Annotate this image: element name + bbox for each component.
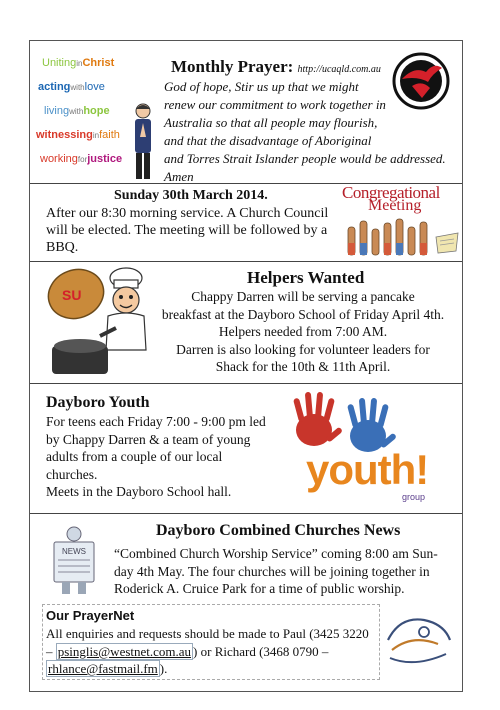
newspaper-reader-icon <box>48 526 100 596</box>
youth-title: Dayboro Youth <box>46 394 150 411</box>
prayernet-text: All enquiries and requests should be made to Paul (3425 3220 – psinglis@westnet.com.au ) or Richard (3468 0790 – rhlance@fastmail.fm ). <box>46 626 369 676</box>
praying-hands-icon <box>380 610 456 670</box>
prayernet-section <box>30 604 462 690</box>
youth-text: For teens each Friday 7:00 - 9:00 pm led by Chappy Darren & a team of young adults from a couple of our local churches. Meets in the Dayboro School hall. <box>46 414 266 499</box>
youth-group-logo <box>284 386 456 508</box>
congregational-meeting-graphic: Congregational Meeting <box>342 183 460 257</box>
helpers-text: Chappy Darren will be serving a pancake breakfast at the Dayboro School of Friday April 4th. Helpers needed from 7:00 AM. Darren is also looking for volunteer leaders for Shack for the 10th & 11th April. <box>161 289 445 374</box>
helpers-title: Helpers Wanted <box>247 268 365 287</box>
helpers-section <box>30 262 462 382</box>
chef-pancake-icon <box>42 266 150 378</box>
newsletter-page <box>29 40 463 692</box>
meeting-title: Sunday 30th March 2014. <box>114 188 268 203</box>
prayer-section <box>30 41 462 183</box>
prayer-text: God of hope, Stir us up that we might renew our commitment to work together in Australia so that all people may flourish, and that the disadvantage of Aboriginal and Torres Strait Islander people would be addressed. Amen <box>164 79 446 184</box>
prayer-title: Monthly Prayer: <box>171 57 294 76</box>
prayernet-title: Our PrayerNet <box>46 608 135 623</box>
news-text: “Combined Church Worship Service” coming 8:00 am Sun- day 4th May. The four churches will be joining together in Roderick A. Cruice Park for a time of public worship. <box>114 546 438 596</box>
youth-logo-sub: group <box>402 492 426 502</box>
newspaper-label: NEWS <box>62 547 86 556</box>
raised-hands-icon <box>342 217 460 257</box>
praying-figure-icon <box>128 101 158 183</box>
news-title: Dayboro Combined Churches News <box>156 522 401 539</box>
youth-logo-word: youth! <box>306 446 429 493</box>
email-link-richard[interactable]: rhlance@fastmail.fm <box>48 661 158 676</box>
news-section <box>30 514 462 604</box>
pan-label: SU <box>62 287 82 303</box>
email-link-paul[interactable]: psinglis@westnet.com.au <box>57 643 192 659</box>
uniting-church-logo-icon <box>392 52 450 110</box>
meeting-text: After our 8:30 morning service. A Church Council will be elected. The meeting will be followed by a BBQ. <box>46 206 329 255</box>
meeting-section <box>30 184 462 260</box>
youth-section <box>30 384 462 512</box>
uniting-in-christ-wordart: UnitinginChrist actingwithlove livingwithhope witnessinginfaith workingforjustice <box>36 57 123 165</box>
prayer-url[interactable]: http://ucaqld.com.au <box>297 64 381 75</box>
